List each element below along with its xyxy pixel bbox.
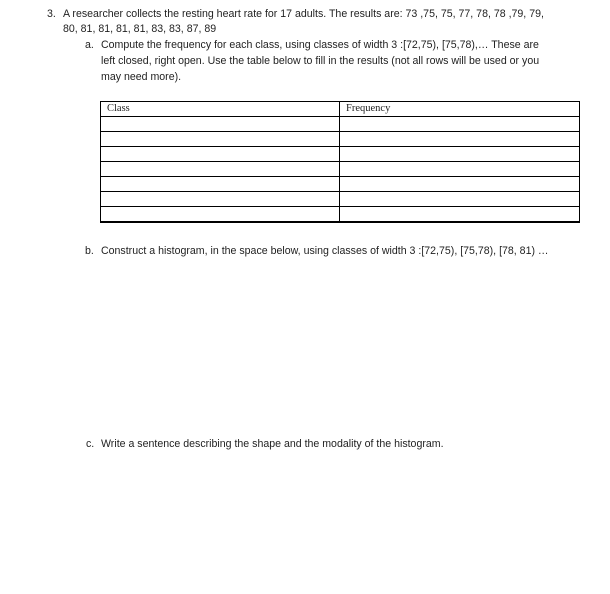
class-cell[interactable]	[101, 147, 340, 162]
part-b-label: b.	[85, 245, 94, 257]
table-row	[101, 147, 580, 162]
frequency-header-label: Frequency	[346, 103, 391, 114]
histogram-answer-space[interactable]	[101, 262, 579, 427]
table-row	[101, 207, 580, 223]
class-column-header	[101, 102, 340, 117]
class-cell[interactable]	[101, 207, 340, 223]
frequency-cell[interactable]	[340, 117, 580, 132]
frequency-cell[interactable]	[340, 177, 580, 192]
class-cell[interactable]	[101, 162, 340, 177]
class-cell[interactable]	[101, 177, 340, 192]
part-b-text: Construct a histogram, in the space below, using classes of width 3 :[72,75), [75,78), [78, 81) …	[101, 245, 549, 257]
frequency-cell[interactable]	[340, 207, 580, 223]
class-cell[interactable]	[101, 192, 340, 207]
table-row	[101, 177, 580, 192]
table-header-row	[101, 102, 580, 117]
frequency-cell[interactable]	[340, 162, 580, 177]
frequency-cell[interactable]	[340, 132, 580, 147]
part-c-label: c.	[86, 438, 95, 450]
shape-answer-space[interactable]	[101, 455, 579, 585]
table-row	[101, 192, 580, 207]
question-number: 3.	[47, 8, 56, 20]
table-row	[101, 132, 580, 147]
question-text-line-1: A researcher collects the resting heart rate for 17 adults. The results are: 73 ,75, 75, 77, 78, 78 ,79, 79,	[63, 8, 544, 20]
frequency-cell[interactable]	[340, 192, 580, 207]
class-header-label: Class	[107, 103, 130, 114]
table-row	[101, 117, 580, 132]
part-c-text: Write a sentence describing the shape and the modality of the histogram.	[101, 438, 444, 450]
question-text-line-2: 80, 81, 81, 81, 81, 83, 83, 87, 89	[63, 23, 217, 35]
frequency-cell[interactable]	[340, 147, 580, 162]
class-cell[interactable]	[101, 117, 340, 132]
table-row	[101, 162, 580, 177]
part-a-label: a.	[85, 39, 94, 51]
frequency-column-header	[340, 102, 580, 117]
part-a-line-3: may need more).	[101, 71, 182, 83]
class-cell[interactable]	[101, 132, 340, 147]
frequency-table	[100, 101, 580, 223]
part-a-line-2: left closed, right open. Use the table below to fill in the results (not all rows will be used or you	[101, 55, 540, 67]
part-a-line-1: Compute the frequency for each class, using classes of width 3 :[72,75), [75,78),… These are	[101, 39, 539, 51]
